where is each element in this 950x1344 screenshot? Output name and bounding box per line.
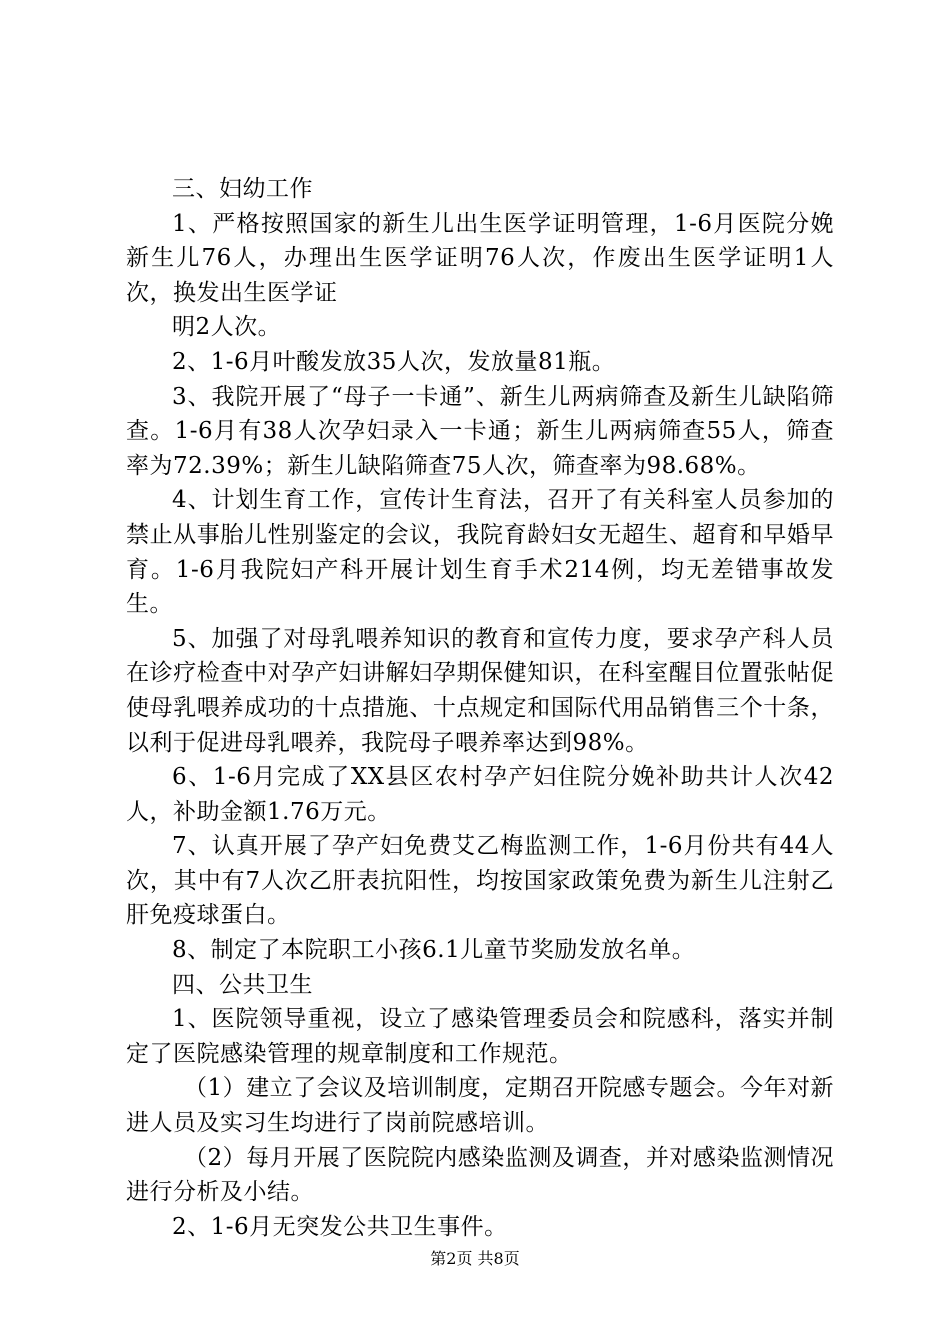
section-heading-public-health: 四、公共卫生 xyxy=(172,971,313,998)
paragraph: （1）建立了会议及培训制度，定期召开院感专题会。今年对新进人员及实习生均进行了岗前院感培训。 xyxy=(126,1075,834,1137)
paragraph: 6、1-6月完成了XX县区农村孕产妇住院分娩补助共计人次42人，补助金额1.76万元。 xyxy=(126,764,834,825)
paragraph: 1、严格按照国家的新生儿出生医学证明管理，1-6月医院分娩新生儿76人，办理出生医学证明76人次，作废出生医学证明1人次，换发出生医学证 xyxy=(126,210,834,306)
document-body xyxy=(126,172,834,1244)
paragraph: （2）每月开展了医院院内感染监测及调查，并对感染监测情况进行分析及小结。 xyxy=(126,1144,834,1206)
paragraph: 4、计划生育工作，宣传计生育法，召开了有关科室人员参加的禁止从事胎儿性别鉴定的会议，我院育龄妇女无超生、超育和早婚早育。1-6月我院妇产科开展计划生育手术214例，均无差错事故发生。 xyxy=(126,487,834,618)
page-number-footer: 第2页 共8页 xyxy=(430,1249,520,1268)
paragraph: 2、1-6月叶酸发放35人次，发放量81瓶。 xyxy=(172,348,616,375)
paragraph: 8、制定了本院职工小孩6.1儿童节奖励发放名单。 xyxy=(172,937,696,964)
paragraph: 2、1-6月无突发公共卫生事件。 xyxy=(172,1213,508,1240)
paragraph: 明2人次。 xyxy=(172,314,282,341)
paragraph: 3、我院开展了“母子一卡通”、新生儿两病筛查及新生儿缺陷筛查。1-6月有38人次孕妇录入一卡通；新生儿两病筛查55人，筛查率为72.39%；新生儿缺陷筛查75人次，筛查率为98.68%。 xyxy=(126,383,834,479)
paragraph: 5、加强了对母乳喂养知识的教育和宣传力度，要求孕产科人员在诊疗检查中对孕产妇讲解妇孕期保健知识，在科室醒目位置张帖促使母乳喂养成功的十点措施、十点规定和国际代用品销售三个十条，以利于促进母乳喂养，我院母子喂养率达到98%。 xyxy=(126,625,834,756)
section-heading-maternal-child: 三、妇幼工作 xyxy=(172,176,313,202)
paragraph: 1、医院领导重视，设立了感染管理委员会和院感科，落实并制定了医院感染管理的规章制度和工作规范。 xyxy=(126,1006,834,1067)
paragraph: 7、认真开展了孕产妇免费艾乙梅监测工作，1-6月份共有44人次，其中有7人次乙肝表抗阳性，均按国家政策免费为新生儿注射乙肝免疫球蛋白。 xyxy=(126,833,834,929)
